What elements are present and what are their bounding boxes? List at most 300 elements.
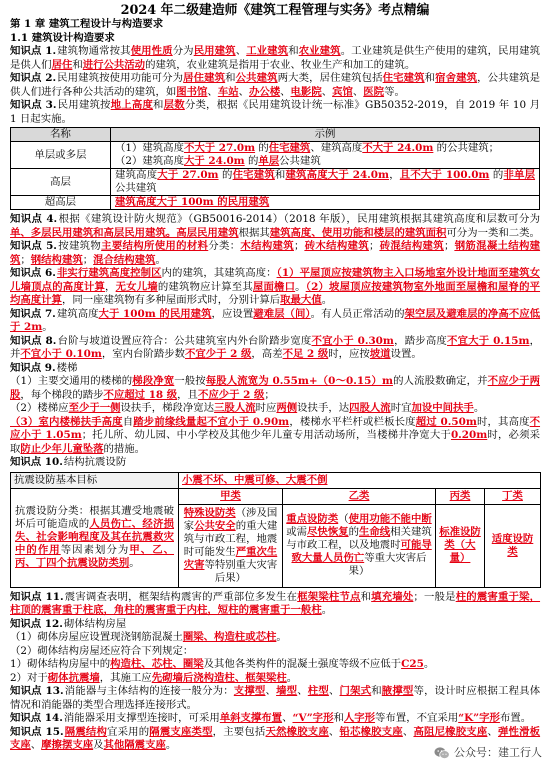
body-text: 或需 <box>286 526 308 538</box>
body-text: 。 <box>155 253 166 266</box>
knowledge-point-7 <box>10 308 540 335</box>
highlight-text: 主要结构所使用的材料 <box>101 240 209 252</box>
highlight-text: 钢结构建筑 <box>30 253 83 266</box>
knowledge-point-label: 知识点 14. <box>10 712 63 724</box>
body-text: 等重大灾害后果） <box>348 552 427 577</box>
highlight-text: 支撑型 <box>233 685 266 697</box>
highlight-text: 弹性滑板支座 <box>10 725 541 751</box>
highlight-text: 填充墙处 <box>371 590 414 603</box>
body-text: 、 <box>280 85 291 98</box>
highlight-text: 进行公共活动 <box>82 58 146 71</box>
highlight-text: 人员伤亡、经济损失、社会影响程度及其在抗震救灾中的作用 <box>15 518 175 556</box>
highlight-text: 建筑高度大于 24.0m <box>285 169 390 181</box>
goal-value: 小震不坏、中震可修、大震不倒 <box>182 473 328 486</box>
body-text: ，其施工应 <box>99 671 152 684</box>
highlight-text: 宾馆 <box>332 85 353 98</box>
body-text: 时宜 <box>390 402 412 414</box>
highlight-text: “V”字形 <box>292 712 334 724</box>
highlight-text: 至少于一侧 <box>68 402 121 414</box>
body-text: 一般按 <box>174 375 206 387</box>
table-header-cell: 示例 <box>111 128 540 142</box>
body-text: ，且 <box>177 388 198 401</box>
highlight-text: 住宅建筑 <box>268 142 311 154</box>
body-text: 消能器与主体结构的连接一般分为： <box>64 685 234 697</box>
highlight-text: 单层 <box>258 155 280 167</box>
body-text: （2）砌体结构房屋还应符合下列规定： <box>10 644 194 657</box>
highlight-text: 不应少于 2 级 <box>197 388 265 401</box>
body-text: ； <box>264 388 275 401</box>
knowledge-point-14 <box>10 712 540 726</box>
highlight-text: （1）平屋顶应按建筑物主入口场地室外设计地面至建筑女儿墙顶点的高度计算 <box>10 267 541 293</box>
class-header-cell <box>485 488 541 504</box>
body-text: 和 <box>424 72 436 84</box>
masonry-item-1 <box>10 631 540 645</box>
highlight-text: 医院 <box>363 85 385 98</box>
body-text: 时，应按 <box>328 348 370 360</box>
row-example-cell <box>111 169 540 196</box>
row-example-cell <box>111 142 540 169</box>
body-text: 、 <box>328 685 340 697</box>
highlight-text: 框架梁柱节点 <box>297 590 361 603</box>
highlight-text: 木结构建筑 <box>240 240 294 252</box>
body-text: 等，设计时应根据工程具体情况和消能器的类型合理选择连接形式。 <box>10 685 541 711</box>
knowledge-point-11 <box>10 591 540 618</box>
knowledge-point-label: 知识点 4. <box>10 213 58 225</box>
knowledge-point-5 <box>10 240 540 267</box>
knowledge-point-label: 知识点 7. <box>10 307 56 320</box>
body-text: ，并 <box>10 334 541 360</box>
body-text: 的重大建筑与市政工程，地震时可能发生 <box>183 519 278 558</box>
highlight-text: 非单层 <box>503 169 536 181</box>
table-row <box>11 472 541 488</box>
masonry-item-3 <box>10 658 540 672</box>
knowledge-point-label: 知识点 9. <box>10 361 56 374</box>
body-text: （1）主要交通用的楼梯的 <box>10 375 133 387</box>
body-text: 。 <box>423 658 435 670</box>
body-text: 抗震设防分类：根据其遭受地震破坏后可能造成的 <box>15 505 174 530</box>
body-text: 、 <box>30 739 42 751</box>
highlight-text: 不大于 27.0m <box>183 142 256 154</box>
knowledge-point-label: 知识点 15. <box>10 725 64 738</box>
knowledge-point-9 <box>10 362 540 376</box>
class-detail-cell <box>436 504 485 587</box>
body-text: 2）对于 <box>10 671 48 684</box>
highlight-text: 混合结构建筑 <box>93 253 156 266</box>
stair-item-1 <box>10 375 540 402</box>
body-text: ；一般是 <box>413 590 456 603</box>
footer-account: 公众号：建工行人 <box>454 746 542 759</box>
body-text: 建筑物通常按其 <box>57 45 131 57</box>
highlight-text: 无女儿墙 <box>115 280 158 293</box>
body-text: ； <box>82 253 94 266</box>
body-text: 楼梯 <box>56 361 78 374</box>
highlight-text: 不大于 24.0m <box>362 142 434 154</box>
class-detail-cell <box>485 504 541 587</box>
highlight-text: 超过 0.50m <box>415 415 477 428</box>
highlight-text: 屋面檐口 <box>252 280 296 293</box>
highlight-text: 住宅建筑 <box>232 169 275 181</box>
table-row <box>11 196 540 210</box>
highlight-text: 坡道 <box>369 348 391 360</box>
highlight-text: 先砌墙后浇构造柱、框架梁柱 <box>151 671 287 684</box>
highlight-text: 钢筋混凝土结构建筑 <box>10 240 541 266</box>
highlight-text: 严重次生灾害 <box>183 545 278 571</box>
highlight-text: 建筑高度、使用功能和楼层的建筑面积 <box>269 226 447 239</box>
highlight-text: 可能导致大量人员伤亡 <box>291 539 432 564</box>
body-text: ， <box>389 169 400 181</box>
highlight-text: 尽快恢复 <box>307 526 349 538</box>
building-height-table <box>10 127 540 210</box>
body-text: 。 <box>321 604 333 616</box>
body-text: 内的建筑，其建筑高度： <box>161 267 277 279</box>
highlight-text: （3）室内楼梯扶手高度 <box>10 415 123 428</box>
section-heading: 1.1 建筑设计构造要求 <box>10 31 115 44</box>
body-text: 分为 <box>172 45 194 57</box>
class-detail-cell <box>179 504 283 587</box>
body-text: ；托儿所、幼儿园、中小学校及其他少年儿童专用活动场所，当楼梯井净宽大于 <box>81 429 451 441</box>
body-text: 设扶手，梯段净宽达 <box>120 402 215 414</box>
knowledge-point-12 <box>10 618 540 632</box>
body-text: 、 <box>265 685 277 697</box>
body-text: ，每个梯段的踏步 <box>20 388 104 401</box>
stair-item-2 <box>10 402 540 416</box>
highlight-text: 公共建筑 <box>235 72 278 84</box>
highlight-text: 工业建筑 <box>246 45 289 57</box>
body-text: 自 <box>122 415 134 428</box>
table-row <box>11 169 540 196</box>
body-text: 时应 <box>255 402 277 414</box>
highlight-text: 砖混结构建筑 <box>379 240 444 252</box>
highlight-text: 重点设防类 <box>286 513 339 525</box>
highlight-text: 不应超过 18 级 <box>103 388 178 401</box>
highlight-text: 地上高度 <box>110 99 154 111</box>
highlight-text: 单斜支撑布置 <box>219 712 283 724</box>
highlight-text: 适度设防类 <box>491 532 534 558</box>
highlight-text: 隔震结构 <box>64 725 108 738</box>
knowledge-point-label: 知识点 5. <box>10 240 57 252</box>
example-line <box>115 142 535 155</box>
wechat-icon <box>434 746 450 760</box>
body-text: （1）砌体房屋应设置现浇钢筋混凝土 <box>10 631 183 643</box>
example-line <box>115 155 535 168</box>
body-text: 的建筑，农业建筑是指用于农业、牧业生产和加工的建筑。 <box>145 58 416 71</box>
body-text: 的 <box>489 169 504 181</box>
body-text: 根据《建筑设计防火规范》（GB50016-2014）（2018 年版），民用建筑根据其建筑高度和层数可分为 <box>58 213 540 225</box>
body-text: 、 <box>297 685 308 697</box>
seismic-fortification-table <box>10 472 541 588</box>
knowledge-point-label: 知识点 12. <box>10 617 63 630</box>
body-text: 分类，根据《民用建筑设计统一标准》GB50352-2019，自 2019 年 10 月 1 日起实施。 <box>10 99 541 125</box>
highlight-text: 砌体抗震墙 <box>47 671 100 684</box>
body-text: 设置。 <box>390 348 422 360</box>
body-text: 根据其 <box>238 226 270 239</box>
body-text: 的 <box>348 526 359 538</box>
body-text: （1）建筑高度 <box>115 142 184 154</box>
body-text: 的公共建筑； <box>433 142 500 154</box>
body-text: 布置。 <box>499 712 532 724</box>
class-name: 甲类 <box>220 489 241 502</box>
highlight-text: 特殊设防类 <box>183 506 236 519</box>
body-text: 及 <box>93 739 104 751</box>
highlight-text: 且不大于 100.0m <box>399 169 490 181</box>
highlight-text: 腋撑型 <box>381 685 414 697</box>
body-text: （ <box>338 513 349 525</box>
goal-value-cell <box>179 472 541 488</box>
highlight-text: 电影院 <box>290 85 322 98</box>
body-text: 和 <box>333 712 344 724</box>
highlight-text: 取最大值 <box>280 294 322 306</box>
highlight-text: 单、多层民用建筑和高层民用建筑。高层民用建筑 <box>10 226 239 239</box>
body-text: 、 <box>235 45 247 57</box>
masonry-item-4 <box>10 672 540 686</box>
body-text: ，高差 <box>251 348 283 360</box>
knowledge-point-label: 知识点 2. <box>10 72 57 84</box>
masonry-item-2 <box>10 645 540 659</box>
example-line <box>115 169 535 195</box>
body-text: 、 <box>207 85 218 98</box>
row-name-cell: 超高层 <box>11 196 111 210</box>
class-description-cell <box>11 488 179 587</box>
body-text: 按建筑物 <box>57 240 102 252</box>
body-text: 等。 <box>384 85 405 98</box>
body-text: 。 <box>129 557 140 569</box>
row-example-cell <box>111 196 540 210</box>
highlight-text: 标准设防类（大量） <box>439 526 481 564</box>
row-name-cell: 高层 <box>11 169 111 196</box>
body-text: 建筑高度 <box>56 307 99 320</box>
highlight-text: 不应小于 1.05m <box>10 415 541 441</box>
body-text: 分类： <box>208 240 241 252</box>
body-text: 民用建筑按 <box>57 99 111 111</box>
highlight-text: 墙型 <box>276 685 298 697</box>
body-text: 建筑高度 <box>115 169 158 181</box>
table-row <box>11 488 541 504</box>
highlight-text: 高阻尼橡胶支座 <box>413 725 488 738</box>
highlight-text: 使用性质 <box>130 45 173 57</box>
body-text: ，室内台阶踏步数 <box>101 348 185 360</box>
body-text: ； <box>293 240 305 252</box>
highlight-text: 不宜少于 2 级 <box>185 348 252 360</box>
body-text: 。 <box>165 739 177 751</box>
knowledge-point-label: 知识点 1. <box>10 45 57 57</box>
highlight-text: 使用功能不能中断 <box>348 513 432 525</box>
highlight-text: 车站 <box>217 85 239 98</box>
body-text: 、 <box>238 85 249 98</box>
knowledge-point-label: 知识点 3. <box>10 99 57 111</box>
body-text: 。工业建筑是供生产使用的建筑，民用建筑是供人们 <box>10 45 541 71</box>
body-text: 等因素划分为 <box>60 544 130 556</box>
body-text: ，主要包括 <box>212 725 266 738</box>
highlight-text: 架空层及避难层的净高不应低于 2m <box>10 307 541 333</box>
knowledge-point-10 <box>10 456 540 470</box>
row-name-cell: 单层或多层 <box>11 142 111 169</box>
highlight-text: 大于 27.0m <box>157 169 219 181</box>
highlight-text: 隔震支座类型 <box>149 725 213 738</box>
body-text: 宜采用的 <box>107 725 150 738</box>
highlight-text: 柱的震害重于梁，柱顶的震害重于柱底，角柱的震害重于内柱，短柱的震害重于一般柱 <box>10 590 541 616</box>
class-name: 丙类 <box>449 489 471 502</box>
body-text: 。有人员正常活动的 <box>310 307 405 320</box>
body-text: 。 <box>473 402 485 414</box>
body-text: 设扶手，达 <box>297 402 350 414</box>
body-text: 两大类，居住建筑包括 <box>277 72 383 84</box>
body-text: 等布置，不宜采用 <box>375 712 459 724</box>
highlight-text: 砖木结构建筑 <box>304 240 369 252</box>
highlight-text: 办公楼 <box>248 85 281 98</box>
body-text: 、 <box>352 85 364 98</box>
highlight-text: 宿舍建筑 <box>435 72 478 84</box>
body-text: 和 <box>360 590 372 603</box>
body-text: 的 <box>244 155 259 167</box>
knowledge-point-label: 知识点 10. <box>10 456 63 468</box>
highlight-text: 建筑高度大于 100m 的民用建筑 <box>115 196 270 208</box>
body-text: 震害调查表明，框架结构震害的严重部位多发生在 <box>64 590 298 603</box>
body-text: 1）砌体结构房屋中的 <box>10 658 111 670</box>
highlight-text: 避难层（间） <box>253 307 311 320</box>
body-text: 。 <box>321 294 333 306</box>
body-text: ； <box>20 253 31 266</box>
body-text: ，踏步高度 <box>393 334 448 347</box>
body-text: 和 <box>371 685 382 697</box>
table-header-cell: 名称 <box>11 128 111 142</box>
body-text: 可分为一类和二类。 <box>446 226 540 239</box>
highlight-text: 摩擦摆支座 <box>41 739 94 751</box>
highlight-text: 防止少年儿童坠落 <box>20 442 104 455</box>
body-text: （2）建筑高度 <box>115 155 184 167</box>
body-text: （涉及国家 <box>183 506 278 532</box>
class-detail-cell <box>283 504 436 587</box>
body-text: 和 <box>288 45 299 57</box>
body-text: 公共建筑 <box>115 182 157 194</box>
body-text: 。 <box>276 631 287 643</box>
table-header-row <box>11 128 540 142</box>
stair-item-3 <box>10 416 540 457</box>
body-text: 消能器采用支撑型连接时，可采用 <box>63 712 220 724</box>
body-text: ， <box>105 280 116 293</box>
body-text: 砌体结构房屋 <box>63 617 127 630</box>
body-text: （2）楼梯应 <box>10 402 69 414</box>
class-name: 乙类 <box>348 489 370 502</box>
knowledge-point-2 <box>10 72 540 99</box>
highlight-text: 不应少于两股 <box>10 375 541 401</box>
knowledge-point-label: 知识点 13. <box>10 685 64 697</box>
body-text: 结构抗震设防 <box>63 456 127 468</box>
class-header-cell <box>179 488 283 504</box>
body-text: 。 <box>295 280 306 293</box>
body-text: 和 <box>72 58 83 71</box>
body-text: 和 <box>225 72 236 84</box>
highlight-text: 0.20m <box>450 429 488 441</box>
body-text: 的 <box>255 142 269 154</box>
highlight-text: 住宅建筑 <box>382 72 425 84</box>
highlight-text: 其他隔震支座 <box>103 739 166 751</box>
highlight-text: 人字形 <box>343 712 376 724</box>
highlight-text: 天然橡胶支座 <box>265 725 329 738</box>
body-text: ，应设置 <box>211 307 254 320</box>
body-text: 和 <box>274 169 286 181</box>
knowledge-point-3 <box>10 99 540 126</box>
body-text: 和 <box>153 99 164 111</box>
body-text: 、 <box>282 712 293 724</box>
highlight-text: “K”字形 <box>458 712 500 724</box>
body-text: 、 <box>402 725 414 738</box>
highlight-text: 踏步前缘线量起不宜小于 0.90m <box>133 415 290 428</box>
highlight-text: 三股人流 <box>214 402 256 414</box>
goal-label-cell: 抗震设防基本目标 <box>11 472 179 488</box>
highlight-text: 图书馆 <box>176 85 208 98</box>
knowledge-point-label: 知识点 11. <box>10 590 64 603</box>
highlight-text: 居住 <box>51 58 73 71</box>
highlight-text: C25 <box>401 658 424 670</box>
highlight-text: 层数 <box>163 99 185 111</box>
body-text: 及其他各类构件的混凝土强度等级不应低于 <box>203 658 402 670</box>
footer-watermark <box>434 746 542 760</box>
body-text: 时，其高度 <box>476 415 530 428</box>
highlight-text: 两侧 <box>276 402 298 414</box>
knowledge-point-label: 知识点 8. <box>10 334 57 347</box>
highlight-text: 非实行建筑高度控制区 <box>56 267 162 279</box>
highlight-text: 大于 100m 的民用建筑 <box>98 307 212 320</box>
body-text: 相关建筑与市政工程，以及地震时 <box>286 526 432 551</box>
body-text: 、 <box>321 85 333 98</box>
table-row <box>11 142 540 169</box>
highlight-text: 大于 24.0m <box>183 155 245 167</box>
chapter-heading: 第 1 章 建筑工程设计与构造要求 <box>10 18 164 30</box>
highlight-text: 构造柱、芯柱、圈梁 <box>110 658 204 670</box>
highlight-text: 每股人流宽为 0.55m+（0～0.15）m <box>205 375 393 387</box>
class-header-cell <box>436 488 485 504</box>
body-text: 的 <box>218 169 233 181</box>
body-text: 等特别重大灾害后果） <box>204 558 278 584</box>
body-text: ； <box>443 240 455 252</box>
highlight-text: 生命线 <box>359 526 391 538</box>
highlight-text: 甲、乙、丙、丁四个抗震设防类别 <box>15 544 175 569</box>
highlight-text: 梯段净宽 <box>132 375 175 387</box>
example-line <box>115 196 535 209</box>
highlight-text: 公共安全 <box>194 519 236 532</box>
body-text: 的建筑物应计算至其 <box>157 280 253 293</box>
highlight-text: （2）坡屋顶应按建筑物室外地面至屋檐和屋脊的平均高度计算 <box>10 280 541 306</box>
knowledge-point-6 <box>10 267 540 308</box>
highlight-text: 不宜大于 0.15m <box>447 334 530 347</box>
highlight-text: 柱型 <box>307 685 329 697</box>
body-text: ； <box>368 240 380 252</box>
highlight-text: 居住建筑 <box>183 72 226 84</box>
highlight-text: 民用建筑 <box>193 45 236 57</box>
body-text: 时，必须采取 <box>10 429 541 455</box>
knowledge-point-1 <box>10 45 540 72</box>
body-text: 台阶与坡道设置应符合：公共建筑室内外台阶踏步宽度 <box>57 334 312 347</box>
highlight-text: 农业建筑 <box>298 45 341 57</box>
highlight-text: 加设中间扶手 <box>411 402 474 414</box>
body-text: 的措施。 <box>103 442 146 455</box>
body-text: ，同一座建筑物有多种屋面形式时，分别计算后 <box>61 294 281 306</box>
highlight-text: 铅芯橡胶支座 <box>339 725 403 738</box>
body-text: 。 <box>286 671 298 684</box>
class-name: 丁类 <box>502 489 523 502</box>
body-text: 、 <box>487 725 498 738</box>
body-text: 、 <box>328 725 340 738</box>
knowledge-point-label: 知识点 6. <box>10 267 56 279</box>
highlight-text: 门架式 <box>339 685 372 697</box>
highlight-text: 不足 2 级 <box>282 348 329 360</box>
body-text: 、建筑高度 <box>310 142 363 154</box>
document-title: 2024 年二级建造师《建筑工程管理与实务》考点精编 <box>120 3 430 18</box>
body-text: 公共建筑 <box>279 155 321 167</box>
body-text: 民用建筑按使用功能可分为 <box>57 72 184 84</box>
knowledge-point-13 <box>10 685 540 712</box>
highlight-text: 圈梁、构造柱或芯柱 <box>182 631 277 643</box>
